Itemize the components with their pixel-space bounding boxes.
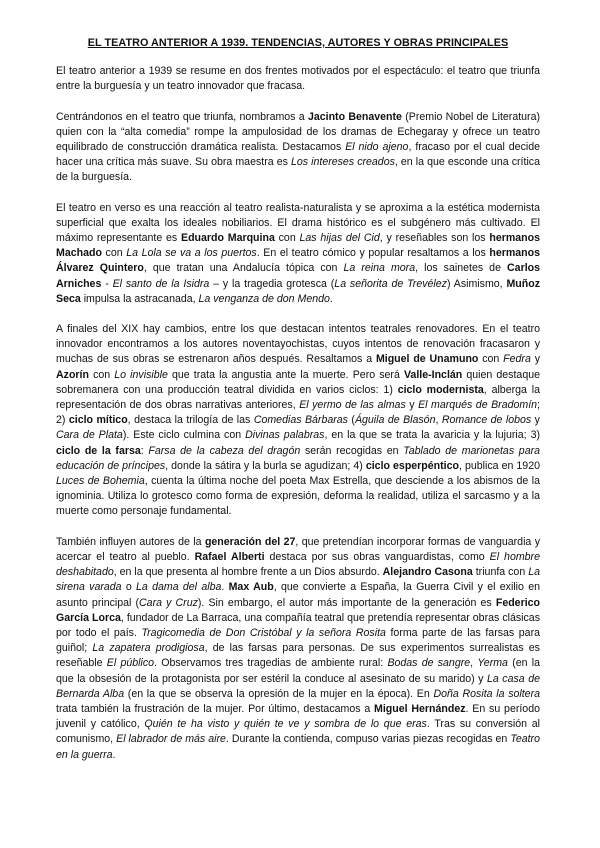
italic-text: Cara de Plata [56, 429, 123, 442]
italic-text: El marqués de Bradomín [418, 399, 538, 412]
bold-text: Federico García Lorca [56, 596, 540, 624]
bold-text: Jacinto Benavente [307, 110, 402, 123]
text-run: , que tratan una Andalucía tópica con [143, 262, 344, 275]
bold-text: Max Aub [228, 581, 274, 594]
bold-text: Azorín [56, 368, 89, 381]
italic-text: Romance de lobos [441, 414, 532, 427]
italic-text: Tragicomedia de Don Cristóbal y la señora Rosita [141, 626, 386, 639]
text-run: . [221, 581, 229, 594]
bold-text: Eduardo Marquina [181, 232, 275, 245]
paragraph [56, 201, 540, 307]
text-run: . Observamos tres tragedias de ambiente rural: [154, 657, 388, 670]
italic-text: Yerma [477, 657, 508, 670]
italic-text: El nido ajeno [345, 141, 409, 154]
text-run: . Tras su conversión al comunismo, [56, 718, 541, 746]
text-run: . En su período juvenil y católico, [56, 702, 540, 731]
text-run: (en la que la obsesión de la protagonista por ser estéril la conduce al asesinato de su marido) y [56, 657, 540, 685]
text-run: ) Asimismo, [446, 277, 507, 290]
bold-text: ciclo mítico [68, 414, 128, 427]
bold-text: Carlos Arniches [56, 262, 541, 290]
italic-text: Bodas de sangre [387, 657, 471, 670]
text-run: ( [347, 414, 355, 427]
italic-text: Los intereses creados [290, 156, 395, 169]
text-run: . [329, 292, 333, 305]
italic-text: Las hijas del Cid [299, 232, 380, 245]
text-run: , los sainetes de [415, 262, 508, 275]
text-run: ). Este ciclo culmina con [122, 429, 246, 442]
italic-text: Luces de Bohemia [56, 475, 145, 488]
italic-text: La dama del alba [136, 581, 222, 594]
text-run: . Durante la contienda, compuso varias piezas recogidas en [225, 733, 511, 746]
text-run: A finales del XIX hay cambios, entre los que destacan intentos teatrales renovadores. En el teatro innovador encontramos a los autores noventayochistas, cuyos intentos de renovación fracasaron y muchas de sus obras se estrenaron años después. Resaltamos a [56, 323, 540, 366]
text-run: y [530, 353, 541, 366]
italic-text: Divinas palabras [245, 429, 325, 442]
italic-text: El labrador de más aire [116, 733, 226, 746]
paragraph [56, 64, 540, 94]
bold-text: ciclo esperpéntico [365, 459, 459, 472]
text-run: ; 2) [56, 399, 540, 427]
document-page [56, 36, 540, 778]
paragraph [56, 110, 540, 186]
italic-text: El yermo de las almas [299, 399, 406, 412]
text-run: impulsa la astracanada, [80, 292, 199, 305]
text-run: , que convierte a España, la Guerra Civil y el exilio en asunto principal ( [56, 581, 540, 609]
italic-text: El santo de la Isidra [112, 277, 210, 290]
text-run: , fundador de La Barraca, una compañía teatral que pretendía representar obras clásicas por todo el país. [56, 611, 540, 639]
text-run: : [140, 444, 149, 457]
text-run: También influyen autores de la [56, 535, 205, 548]
italic-text: Águila de Blasón [354, 414, 436, 427]
italic-text: La sirena varada [56, 566, 540, 594]
text-run: , en la que presenta al hombre frente a un Dios absurdo. [113, 566, 383, 579]
text-run: , destaca la trilogía de las [127, 414, 254, 427]
text-run: . [112, 748, 116, 761]
text-run: - [101, 277, 113, 290]
text-run: con [101, 247, 127, 260]
italic-text: La reina mora [343, 262, 416, 275]
bold-text: Alejandro Casona [382, 566, 473, 579]
text-run: y [531, 414, 540, 427]
document-title: EL TEATRO ANTERIOR A 1939. TENDENCIAS, AUTORES Y OBRAS PRINCIPALES [87, 37, 509, 49]
text-run: y [405, 399, 419, 412]
bold-text: hermanos Álvarez Quintero [56, 247, 540, 275]
text-run: con [478, 353, 504, 366]
text-run: , en la que esconde una crítica de la burguesía. [56, 156, 540, 184]
text-run: . En el teatro cómico y popular resaltamos a los [256, 247, 490, 260]
text-run: con [88, 368, 115, 381]
text-run: El teatro anterior a 1939 se resume en dos frentes motivados por el espectáculo: el teatro que triunfa entre la burguesía y un teatro innovador que fracasa. [56, 65, 540, 93]
italic-text: La Lola se va a los puertos [126, 247, 257, 260]
text-run: ). Sin embargo, el autor más importante de la generación es [197, 596, 496, 609]
bold-text: ciclo modernista [397, 383, 484, 396]
text-run: o [121, 581, 137, 594]
text-run: que trata la angustia ante la muerte. Pero será [167, 368, 404, 381]
italic-text: Farsa de la cabeza del dragón [148, 444, 301, 457]
text-run: , y reseñables son los [379, 232, 490, 245]
text-run: , que pretendían incorporar formas de vanguardia y acercar el teatro al pueblo. [56, 535, 541, 563]
text-run: El teatro en verso es una reacción al teatro realista-naturalista y se aproxima a la estética modernista superficial que exalta los ideales nobiliarios. El drama histórico es el subgénero más cultivado. El máximo representante es [56, 201, 540, 245]
text-run: (en la que se observa la opresión de la mujer en la época). En [124, 687, 434, 700]
text-run: , en la que se trata la avaricia y la lujuria; 3) [324, 429, 540, 442]
text-run: triunfa con [472, 566, 529, 579]
text-run: , [435, 414, 442, 427]
text-run: – y la tragedia grotesca ( [209, 277, 335, 290]
italic-text: La venganza de don Mendo [198, 292, 330, 305]
text-run: forma parte de las farsas para guiñol; [56, 626, 540, 655]
bold-text: generación del 27 [204, 535, 296, 548]
italic-text: El hombre deshabitado [56, 550, 540, 579]
paragraph [56, 535, 540, 763]
text-run: destaca por sus obras vanguardistas, como [264, 550, 490, 563]
text-run: quien destaque sobremanera con una producción teatral dividida en varios ciclos: 1) [56, 368, 540, 396]
text-run: , alberga la representación de dos obras narrativas anteriores, [56, 383, 540, 412]
italic-text: Doña Rosita la soltera [433, 687, 540, 700]
bold-text: ciclo de la farsa [56, 444, 141, 457]
text-run: , donde la sátira y la burla se agudizan; 4) [165, 459, 366, 472]
text-run: , publica en 1920 [458, 459, 540, 472]
italic-text: El público [106, 657, 155, 670]
text-run: con [274, 232, 300, 245]
paragraph [56, 322, 540, 520]
text-run: trata también la frustración de la mujer. Por último, destacamos a [56, 702, 375, 715]
text-run: , fracaso por el cual decide hacer una crítica más suave. Su obra maestra es [56, 141, 541, 169]
italic-text: La señorita de Trevélez [334, 277, 447, 290]
italic-text: La zapatera prodigiosa [92, 642, 205, 655]
bold-text: Muñoz Seca [56, 277, 541, 305]
italic-text: Comedias Bárbaras [253, 414, 348, 427]
bold-text: Rafael Alberti [194, 550, 265, 563]
text-run: , [470, 657, 478, 670]
text-run: serán recogidas en [300, 444, 404, 457]
italic-text: Teatro en la guerra [56, 733, 540, 761]
italic-text: Fedra [503, 353, 531, 366]
text-run: , de las farsas para personas. De sus experimentos surrealistas es reseñable [56, 642, 540, 670]
text-run: Centrándonos en el teatro que triunfa, nombramos a [56, 110, 308, 123]
bold-text: Miguel de Unamuno [375, 353, 479, 366]
italic-text: Quién te ha visto y quién te ve y sombra de lo que eras [144, 718, 427, 731]
italic-text: Cara y Cruz [139, 596, 198, 609]
text-run: , cuenta la última noche del poeta Max Estrella, que desciende a los abismos de la ignominia. Utiliza lo grotesco como forma de expresión, deforma la realidad, utiliza el sarcasmo y a la muerte como personaje fundamental. [56, 475, 540, 518]
bold-text: Valle-Inclán [403, 368, 463, 381]
italic-text: Tablado de marionetas para educación de príncipes [56, 444, 541, 472]
bold-text: Miguel Hernández [374, 702, 466, 715]
bold-text: hermanos Machado [56, 232, 541, 260]
italic-text: Lo invisible [114, 368, 168, 381]
italic-text: La casa de Bernarda Alba [56, 672, 540, 700]
text-run: (Premio Nobel de Literatura) quien con la “alta comedia” rompe la ampulosidad de los dramas de Echegaray y ofrece un teatro equilibrado de construcción dramática realista. Destacamos [56, 110, 540, 154]
